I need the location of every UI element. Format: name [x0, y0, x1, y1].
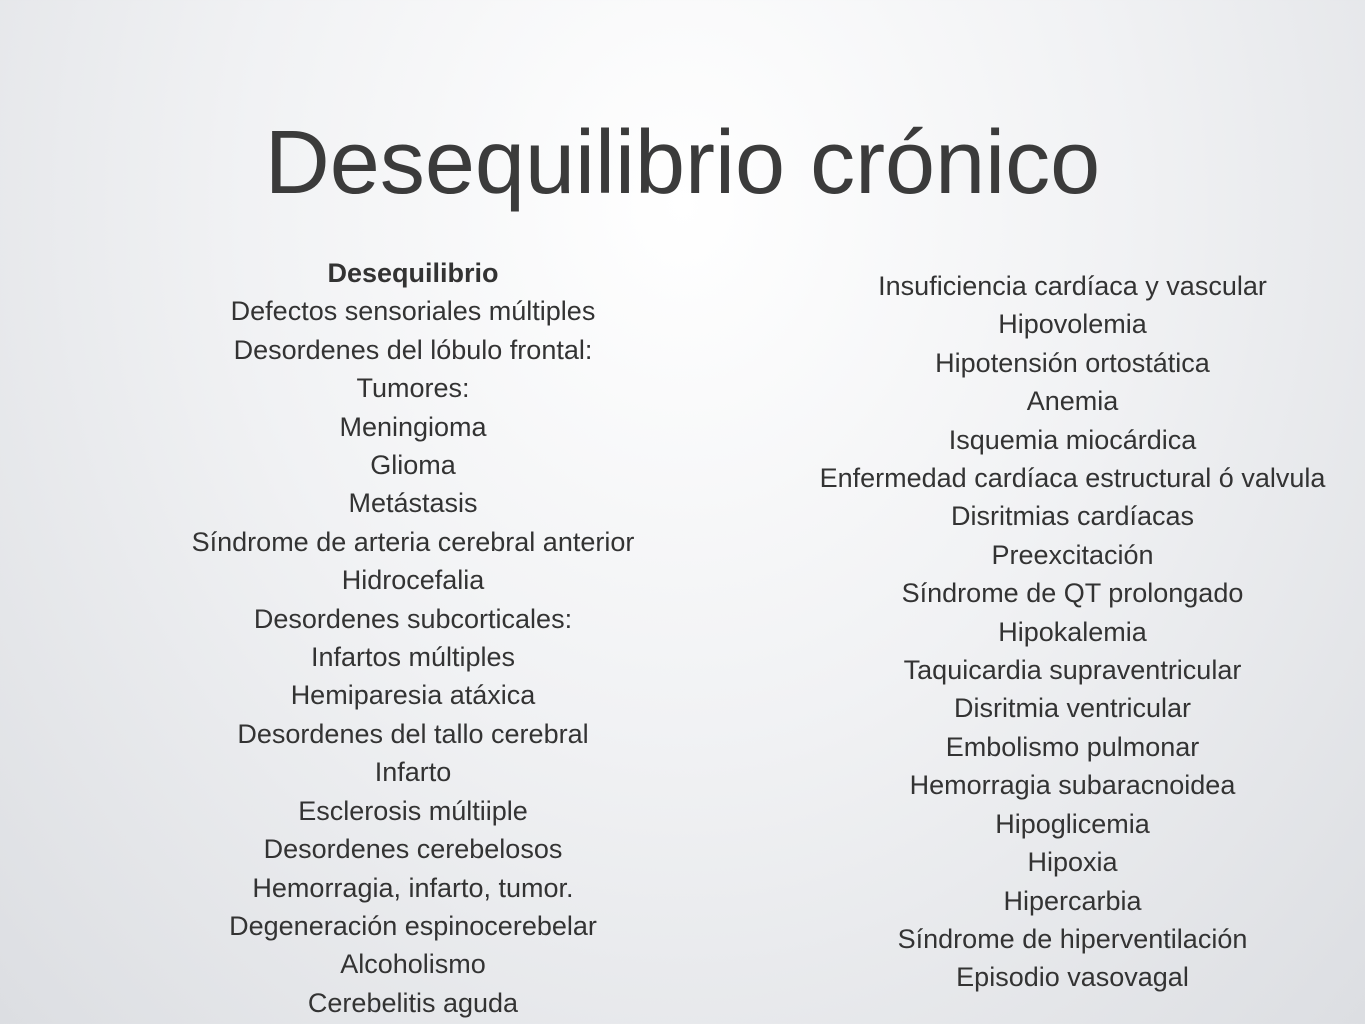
- list-item: Episodio vasovagal: [956, 962, 1189, 993]
- list-item: Preexcitación: [991, 539, 1154, 570]
- list-item: Desordenes del tallo cerebral: [237, 718, 589, 749]
- list-item: Infarto: [374, 757, 452, 788]
- list-item: Hidrocefalia: [341, 565, 485, 596]
- list-item: Hipotensión ortostática: [935, 347, 1210, 378]
- list-item: Hipokalemia: [998, 616, 1147, 647]
- list-item: Taquicardia supraventricular: [903, 655, 1242, 686]
- slide-title: Desequilibrio crónico: [264, 113, 1101, 213]
- list-item: Desordenes subcorticales:: [253, 603, 573, 634]
- list-item: Síndrome de QT prolongado: [901, 578, 1244, 609]
- list-item: Glioma: [370, 450, 456, 481]
- left-column-list: [128, 254, 698, 1022]
- list-item: Hipercarbia: [1003, 885, 1142, 916]
- list-item: Síndrome de hiperventilación: [897, 923, 1248, 954]
- list-item: Degeneración espinocerebelar: [229, 910, 597, 941]
- list-item: Hipoglicemia: [995, 808, 1150, 839]
- list-item: Desordenes del lóbulo frontal:: [233, 334, 593, 365]
- list-item: Embolismo pulmonar: [945, 731, 1200, 762]
- list-item: Enfermedad cardíaca estructural ó valvula: [819, 463, 1326, 494]
- list-item: Metástasis: [348, 488, 478, 519]
- left-column-heading: Desequilibrio: [327, 258, 499, 288]
- list-item: Hemorragia subaracnoidea: [909, 770, 1236, 801]
- list-item: Hemorragia, infarto, tumor.: [252, 872, 574, 903]
- list-item: Insuficiencia cardíaca y vascular: [878, 271, 1267, 301]
- list-item: Tumores:: [356, 373, 470, 404]
- list-item: Hemiparesia atáxica: [290, 680, 536, 711]
- right-column-list: [760, 267, 1365, 997]
- list-item: Infartos múltiples: [310, 642, 516, 673]
- list-item: Hipovolemia: [998, 309, 1147, 340]
- list-item: Disritmia ventricular: [953, 693, 1192, 724]
- list-item: Defectos sensoriales múltiples: [230, 296, 596, 327]
- list-item: Alcoholismo: [340, 949, 486, 980]
- list-item: Anemia: [1026, 386, 1119, 417]
- list-item: Síndrome de arteria cerebral anterior: [191, 526, 635, 557]
- list-item: Esclerosis múltiiple: [298, 795, 528, 826]
- list-item: Disritmias cardíacas: [950, 501, 1195, 532]
- list-item: Isquemia miocárdica: [948, 424, 1197, 455]
- list-item: Desordenes cerebelosos: [263, 834, 563, 865]
- list-item: Hipoxia: [1027, 847, 1118, 878]
- list-item: Meningioma: [339, 411, 487, 442]
- list-item: Cerebelitis aguda: [307, 987, 519, 1018]
